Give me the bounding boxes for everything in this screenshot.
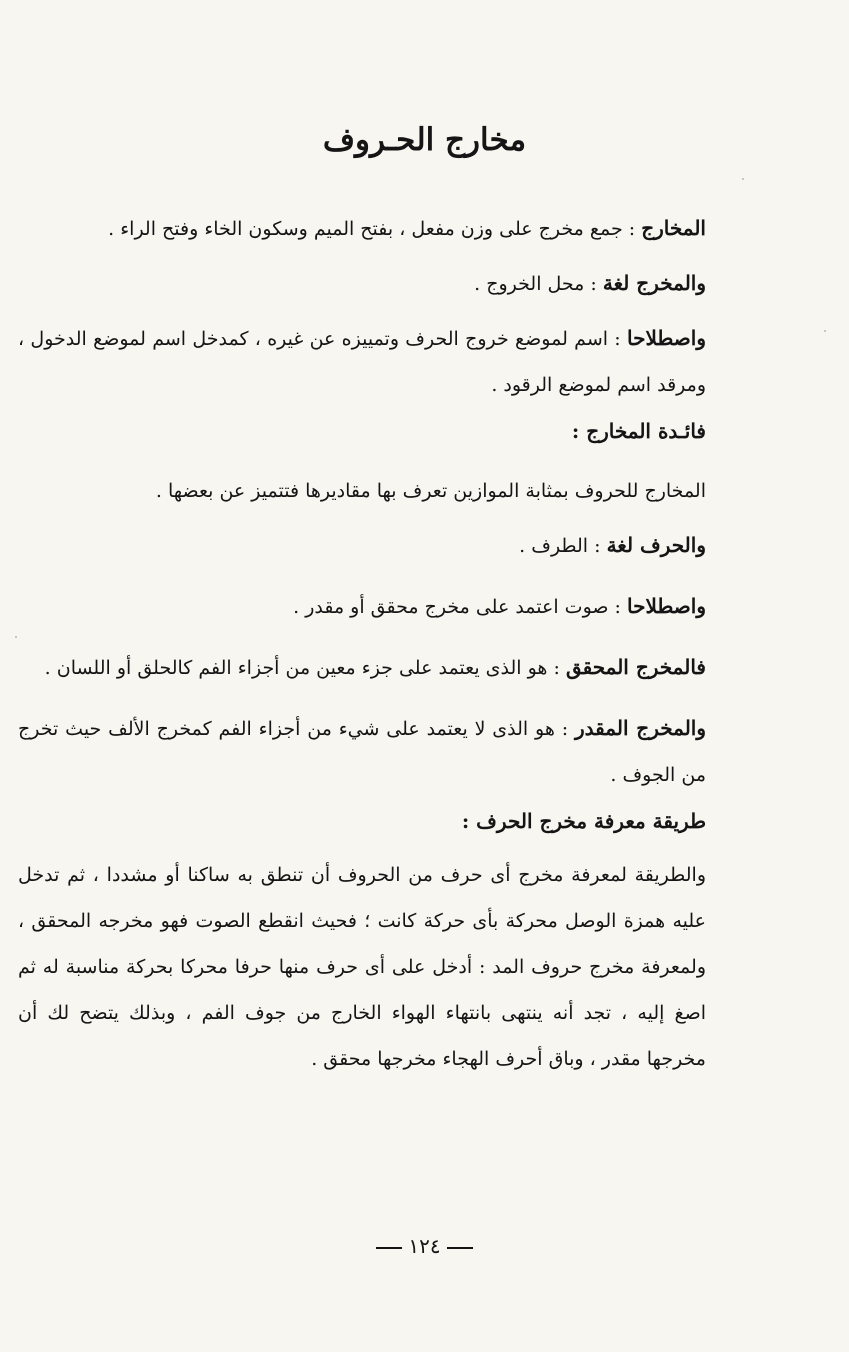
paper-speck: [15, 636, 17, 638]
definition-separator: :: [584, 273, 603, 295]
definition-term: والمخرج المقدر: [575, 716, 707, 740]
definition-term: واصطلاحا: [627, 594, 706, 618]
definition-text: جمع مخرج على وزن مفعل ، بفتح الميم وسكون الخاء وفتح الراء .: [108, 218, 623, 240]
definition-text: هو الذى لا يعتمد على شيء من أجزاء الفم كمخرج الألف حيث تخرج من الجوف .: [18, 718, 706, 786]
page-title: مخارج الحـروف: [322, 122, 527, 158]
page-number-dash: [447, 1247, 473, 1249]
page-number: [0, 1234, 849, 1258]
definition-separator: :: [547, 657, 566, 679]
definition-separator: :: [608, 596, 627, 618]
definition-paragraph: [18, 644, 756, 691]
definition-term: فالمخرج المحقق: [565, 655, 706, 679]
body-paragraph: المخارج للحروف بمثابة الموازين تعرف بها مقاديرها فتتميز عن بعضها .: [155, 480, 706, 502]
definition-paragraph: [18, 260, 756, 307]
definition-separator: :: [622, 218, 642, 240]
definition-term: واصطلاحا: [627, 326, 706, 350]
definition-term: والحرف لغة: [606, 533, 706, 557]
definition-paragraph: [18, 205, 756, 252]
definition-text: هو الذى يعتمد على جزء معين من أجزاء الفم كالحلق أو اللسان .: [44, 657, 548, 679]
definition-separator: :: [608, 328, 627, 350]
definition-term: والمخرج لغة: [602, 271, 706, 295]
page-number-value: ١٢٤: [408, 1234, 441, 1258]
definition-text: اسم لموضع خروج الحرف وتمييزه عن غيره ، كمدخل اسم لموضع الدخول ، ومرقد اسم لموضع الرقود .: [18, 328, 706, 396]
paper-speck: [742, 178, 744, 180]
definition-term: المخارج: [641, 216, 706, 240]
definition-text: الطرف .: [519, 535, 589, 557]
definition-paragraph: [18, 522, 756, 569]
page-body: [18, 205, 756, 1082]
section-heading: فائـدة المخارج :: [571, 419, 706, 443]
definition-text: صوت اعتمد على مخرج محقق أو مقدر .: [293, 596, 609, 618]
definition-paragraph: [18, 583, 756, 630]
page-number-dash: [376, 1247, 402, 1249]
definition-text: محل الخروج .: [474, 273, 585, 295]
definition-paragraph: [18, 315, 756, 408]
body-paragraph: والطريقة لمعرفة مخرج أى حرف من الحروف أن تنطق به ساكنا أو مشددا ، ثم تدخل عليه همزة الوصل محركة بأى حركة كانت ؛ فحيث انقطع الصوت فهو مخرجه المحقق ، ولمعرفة مخرج حروف المد : أدخل على أى حرف منها حرفا محركا بحركة مناسبة له ثم اصغ إليه ، تجد أنه ينتهى بانتهاء الهواء الخارج من جوف الفم ، وبذلك يتضح لك أن مخرجها مقدر ، وباق أحرف الهجاء مخرجها محقق .: [18, 864, 706, 1070]
definition-separator: :: [588, 535, 607, 557]
section-heading: طريقة معرفة مخرج الحرف :: [461, 809, 706, 833]
definition-separator: :: [554, 718, 576, 740]
paper-speck: [824, 330, 826, 332]
definition-paragraph: [18, 705, 756, 798]
